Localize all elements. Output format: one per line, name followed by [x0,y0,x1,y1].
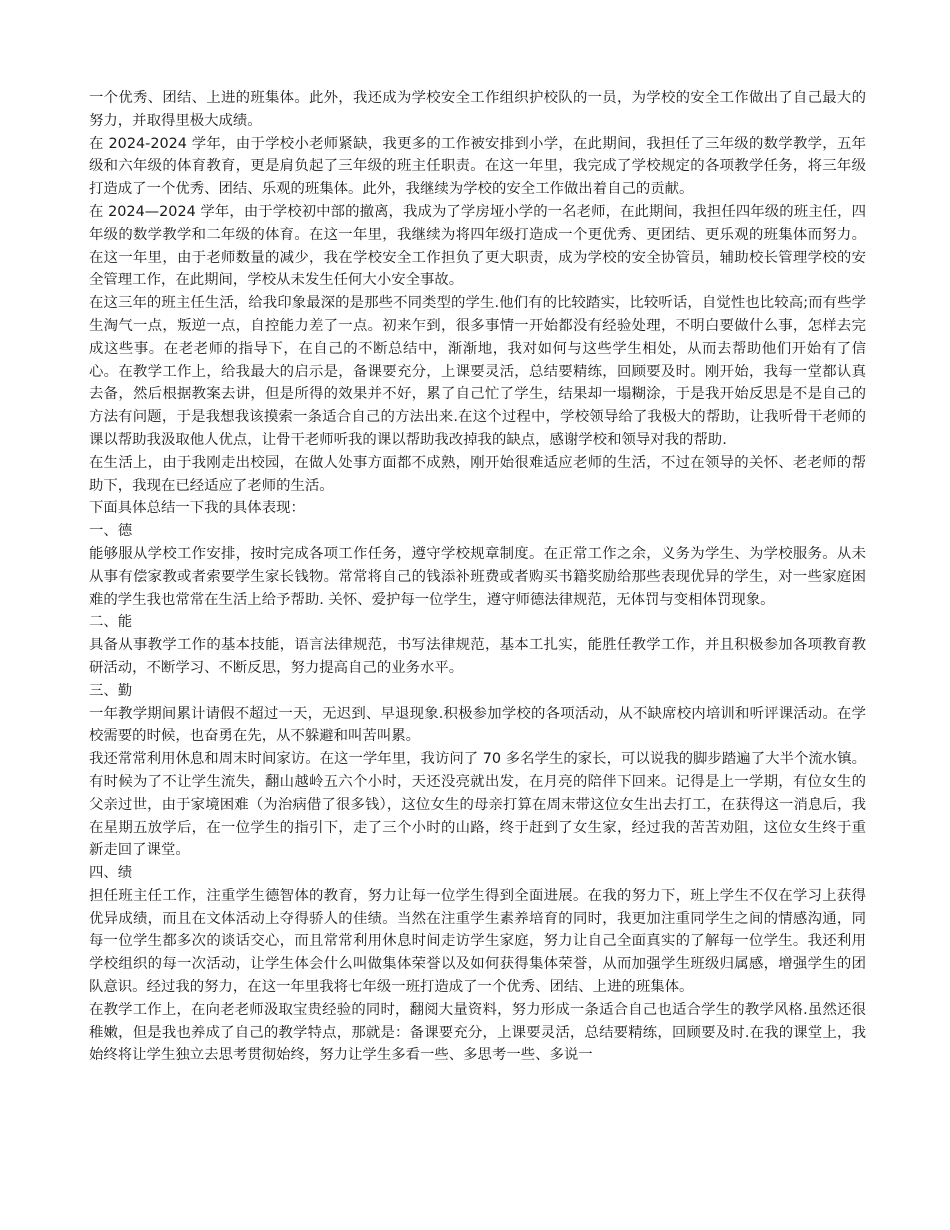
section-heading-qin: 三、勤 [89,682,133,699]
section-heading-neng: 二、能 [89,614,133,631]
paragraph-qin-attendance: 一年教学期间累计请假不超过一天，无迟到、早退现象.积极参加学校的各项活动，从不缺席校内培训和听评课活动。在学校需要的时候，也奋勇在先，从不躲避和叫苦叫累。 [89,705,866,745]
paragraph-de: 能够服从学校工作安排，按时完成各项工作任务，遵守学校规章制度。在正常工作之余，义务为学生、为学校服务。从未从事有偿家教或者索要学生家长钱物。常常将自己的钱添补班费或者购买书籍奖励给那些表现优异的学生，对一些家庭困难的学生我也常常在生活上给予帮助. 关怀、爱护每一位学生，遵守师德法律规范，无体罚与变相体罚现象。 [89,545,866,608]
paragraph-ji-class: 担任班主任工作，注重学生德智体的教育，努力让每一位学生得到全面进展。在我的努力下，班上学生不仅在学习上获得优异成绩，而且在文体活动上夺得骄人的佳绩。当然在注重学生素养培育的同时，我更加注重同学生之间的情感沟通，同每一位学生都多次的谈话交心，而且常常利用休息时间走访学生家庭，努力让自己全面真实的了解每一位学生。我还利用学校组织的每一次活动，让学生体会什么叫做集体荣誉以及如何获得集体荣誉，从而加强学生班级归属感，增强学生的团队意识。经过我的努力，在这一年里我将七年级一班打造成了一个优秀、团结、上进的班集体。 [89,887,866,996]
section-heading-ji: 四、绩 [89,865,133,882]
paragraph-summary-intro: 下面具体总结一下我的具体表现： [89,500,305,517]
section-heading-de: 一、德 [89,523,133,540]
paragraph-daily-life: 在生活上，由于我刚走出校园，在做人处事方面都不成熟，刚开始很难适应老师的生活，不过在领导的关怀、老老师的帮助下，我现在已经适应了老师的生活。 [89,454,866,494]
paragraph-ji-teaching: 在教学工作上，在向老老师汲取宝贵经验的同时，翻阅大量资料，努力形成一条适合自己也适合学生的教学风格.虽然还很稚嫩，但是我也养成了自己的教学特点，那就是：备课要充分，上课要灵活，总结要精练，回顾要及时.在我的课堂上，我始终将让学生独立去思考贯彻始终，努力让学生多看一些、多思考一些、多说一 [89,1001,866,1064]
paragraph-neng: 具备从事教学工作的基本技能，语言法律规范，书写法律规范，基本工扎实，能胜任教学工作，并且积极参加各项教育教研活动，不断学习、不断反思，努力提高自己的业务水平。 [89,637,866,676]
paragraph-year-3: 在 2024—2024 学年，由于学校初中部的撤离，我成为了学房垭小学的一名老师，在此期间，我担任四年级的班主任，四年级的数学教学和二年级的体育。在这一年里，我继续为将四年级打造成一个更优秀、更团结、更乐观的班集体而努力。在这一年里，由于老师数量的减少，我在学校安全工作担负了更大职责，成为学校的安全协管员，辅助校长管理学校的安全管理工作，在此期间，学校从未发生任何大小安全事故。 [89,203,866,289]
paragraph-qin-home-visits: 我还常常利用休息和周末时间家访。在这一学年里，我访问了 70 多名学生的家长，可以说我的脚步踏遍了大半个流水镇。有时候为了不让学生流失，翻山越岭五六个小时，天还没亮就出发，在月亮的陪伴下回来。记得是上一学期，有位女生的父亲过世，由于家境困难（为治病借了很多钱），这位女生的母亲打算在周末带这位女生出去打工，在获得这一消息后，我在星期五放学后，在一位学生的指引下，走了三个小时的山路，终于赶到了女生家，经过我的苦苦劝阻，这位女生终于重新走回了课堂。 [89,751,866,859]
paragraph-intro-tail: 一个优秀、团结、上进的班集体。此外，我还成为学校安全工作组织护校队的一员，为学校的安全工作做出了自己最大的努力，并取得里极大成绩。 [89,90,866,129]
paragraph-class-teacher-life: 在这三年的班主任生活，给我印象最深的是那些不同类型的学生.他们有的比较踏实，比较听话，自觉性也比较高;而有些学生淘气一点，叛逆一点，自控能力差了一点。初来乍到，很多事情一开始都没有经验处理，不明白要做什么事，怎样去完成这些事。在老老师的指导下，在自己的不断总结中，渐渐地，我对如何与这些学生相处，从而去帮助他们开始有了信心。在教学工作上，给我最大的启示是，备课要充分，上课要灵活，总结要精练，回顾要及时。刚开始，我每一堂都认真去备，然后根据教案去讲，但是所得的效果并不好，累了自己忙了学生，结果却一塌糊涂，于是我开始反思是不是自己的方法有问题，于是我想我该摸索一条适合自己的方法出来.在这个过程中，学校领导给了我极大的帮助，让我听骨干老师的课以帮助我汲取他人优点，让骨干老师听我的课以帮助我改掉我的缺点，感谢学校和领导对我的帮助. [89,295,866,448]
paragraph-year-2: 在 2024-2024 学年，由于学校小老师紧缺，我更多的工作被安排到小学，在此期间，我担任了三年级的数学教学，五年级和六年级的体育教育，更是肩负起了三年级的班主任职责。在这一年里，我完成了学校规定的各项教学任务，将三年级打造成了一个优秀、团结、乐观的班集体。此外，我继续为学校的安全工作做出着自己的贡献。 [89,135,866,198]
